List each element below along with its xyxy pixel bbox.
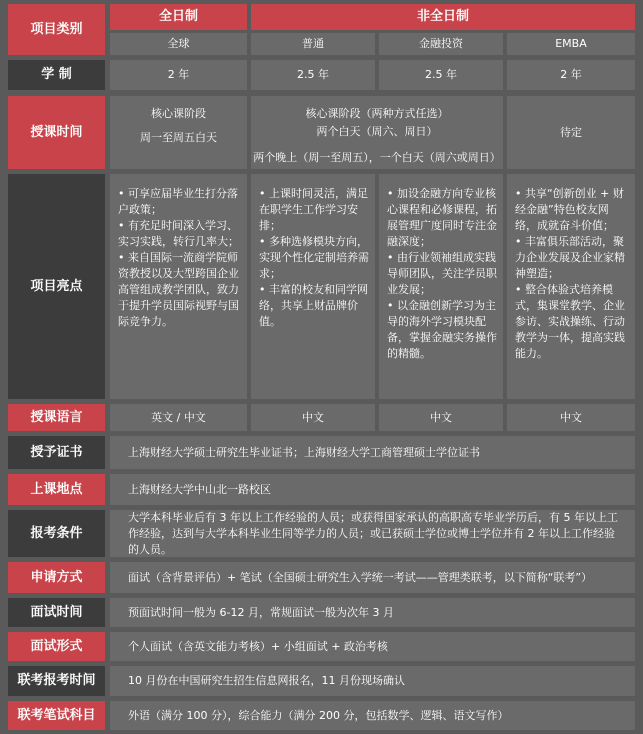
row-value: 预面试时间一般为 6-12 月，常规面试一般为次年 3 月 [110,598,635,627]
list-item: • 丰富的校友和同学网络，共享上财品牌价值。 [259,283,368,328]
duration-label: 学 制 [8,60,105,90]
schedule-line: 核心课阶段 [151,107,206,120]
row-value: 面试（含背景评估）+ 笔试（全国硕士研究生入学统一考试——管理类联考，以下简称“联考”） [110,562,635,593]
list-item: • 共享“创新创业 + 财经金融”特色校友网络，成就奋斗价值； [515,187,624,232]
schedule-label: 授课时间 [8,96,105,169]
schedule-parttime [251,96,503,169]
schedule-line: 两个晚上（周一至周五），一个白天（周六或周日） [253,151,501,164]
list-item: • 加设金融方向专业核心课程和必修课程，拓展管理广度同时专注金融深度； [387,187,497,248]
highlights-emba [507,174,635,399]
list-item: • 可享应届毕业生打分落户政策； [118,187,238,216]
language-label: 授课语言 [8,404,105,431]
language-value: 中文 [507,404,635,431]
highlights-fulltime [110,174,247,399]
row-value: 外语（满分 100 分），综合能力（满分 200 分，包括数学、逻辑、语文写作） [110,701,635,730]
list-item: • 丰富俱乐部活动，聚力企业发展及企业家精神塑造； [515,235,625,280]
highlights-finance [379,174,503,399]
schedule-line: 周一至周五白天 [140,131,217,144]
duration-value: 2.5 年 [379,60,503,90]
row-label: 上课地点 [8,474,105,505]
highlights-regular [251,174,375,399]
row-label: 申请方式 [8,562,105,593]
parttime-header: 非全日制 [251,4,635,30]
list-item: • 来自国际一流商学院师资教授以及大型跨国企业高管组成教学团队，致力于提升学员国际视野与国际竞争力。 [118,251,239,328]
schedule-emba: 待定 [507,96,635,169]
row-value: 大学本科毕业后有 3 年以上工作经验的人员；或获得国家承认的高职高专毕业学历后，有 5 年以上工作经验，达到与大学本科毕业生同等学力的人员；或已获硕士学位或博士学位并有 2 年以上工作经验的人员。 [110,510,635,557]
row-value: 10 月份在中国研究生招生信息网报名，11 月份现场确认 [110,666,635,696]
list-item: • 以金融创新学习为主导的海外学习模块配备，掌握金融实务操作的精髓。 [387,299,497,360]
list-item: • 有充足时间深入学习、实习实践，转行几率大； [118,219,239,248]
schedule-line: 核心课阶段（两种方式任选） [305,107,449,120]
row-value: 个人面试（含英文能力考核）+ 小组面试 + 政治考核 [110,632,635,661]
category-label: 项目类别 [8,4,105,55]
row-label: 报考条件 [8,510,105,557]
row-label: 联考报考时间 [8,666,105,696]
list-item: • 由行业领袖组成实践导师团队，关注学员职业发展； [387,251,497,296]
sub-finance: 金融投资 [379,33,503,55]
schedule-fulltime [110,96,247,169]
sub-global: 全球 [110,33,247,55]
list-item: • 多种选修模块方向，实现个性化定制培养需求； [259,235,369,280]
duration-value: 2 年 [507,60,635,90]
row-label: 面试形式 [8,632,105,661]
sub-emba: EMBA [507,33,635,55]
fulltime-header: 全日制 [110,4,247,30]
sub-regular: 普通 [251,33,375,55]
row-value: 上海财经大学硕士研究生毕业证书；上海财经大学工商管理硕士学位证书 [110,436,635,469]
row-value: 上海财经大学中山北一路校区 [110,474,635,505]
language-value: 中文 [379,404,503,431]
language-value: 英文 / 中文 [110,404,247,431]
list-item: • 上课时间灵活，满足在职学生工作学习安排； [259,187,368,232]
duration-value: 2.5 年 [251,60,375,90]
language-value: 中文 [251,404,375,431]
duration-value: 2 年 [110,60,247,90]
row-label: 面试时间 [8,598,105,627]
list-item: • 整合体验式培养模式，集课堂教学、企业参访、实战操练、行动教学为一体，提高实践能力。 [515,283,625,360]
highlights-label: 项目亮点 [8,174,105,399]
row-label: 联考笔试科目 [8,701,105,730]
schedule-line: 两个白天（周六、周日） [316,125,438,138]
row-label: 授予证书 [8,436,105,469]
